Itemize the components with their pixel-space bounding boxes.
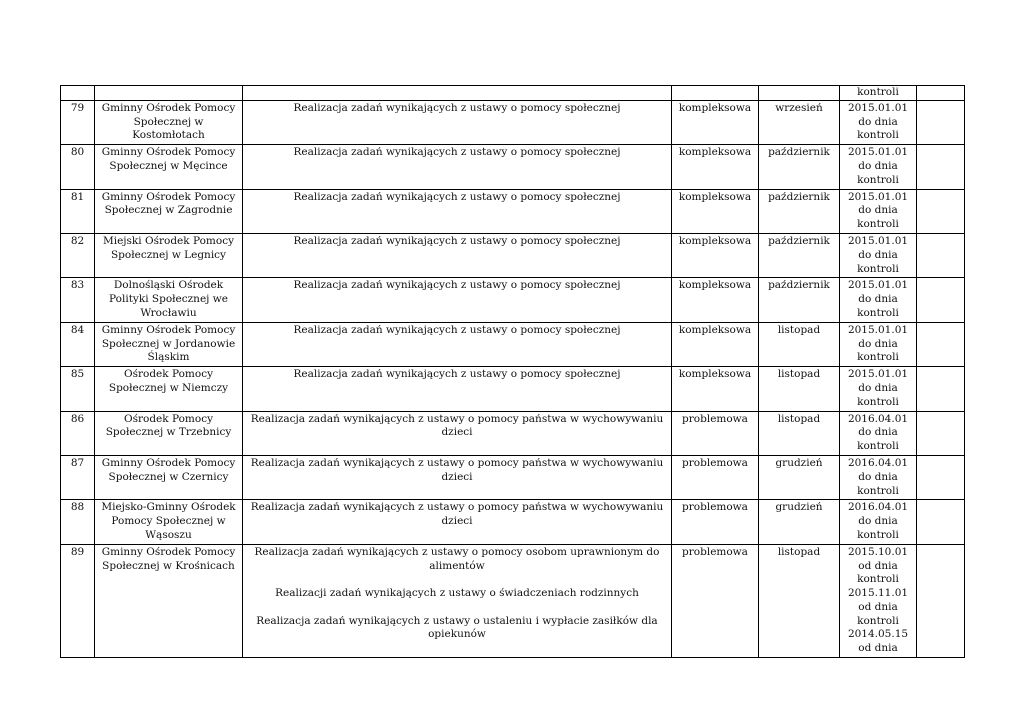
period-line: 2015.01.01 bbox=[847, 279, 909, 292]
period-line: do dnia bbox=[858, 159, 898, 172]
row-number: 81 bbox=[61, 189, 95, 233]
continued-row bbox=[61, 86, 965, 101]
row-number: 82 bbox=[61, 233, 95, 277]
subject-cell bbox=[243, 500, 672, 544]
inspection-month: październik bbox=[759, 278, 840, 322]
row-number: 88 bbox=[61, 500, 95, 544]
period-line: kontroli bbox=[857, 573, 899, 586]
inspection-month: listopad bbox=[759, 322, 840, 366]
subject-cell bbox=[243, 145, 672, 189]
period-cell bbox=[840, 455, 917, 499]
inspection-type: problemowa bbox=[672, 544, 759, 657]
subject-cell bbox=[243, 544, 672, 657]
table-row bbox=[61, 322, 965, 366]
entity-cell bbox=[95, 86, 243, 101]
subject-cell bbox=[243, 233, 672, 277]
inspection-type: kompleksowa bbox=[672, 367, 759, 411]
inspection-subject: Realizacja zadań wynikających z ustawy o pomocy społecznej bbox=[293, 146, 621, 159]
entity-name: Dolnośląski Ośrodek Polityki Społecznej we Wrocławiu bbox=[95, 278, 243, 322]
notes-cell bbox=[917, 100, 965, 144]
period-line: do dnia bbox=[858, 515, 898, 528]
period-line: do dnia bbox=[858, 381, 898, 394]
inspection-month: listopad bbox=[759, 367, 840, 411]
entity-name: Miejsko-Gminny Ośrodek Pomocy Społecznej w Wąsoszu bbox=[95, 500, 243, 544]
inspection-subject: Realizacja zadań wynikających z ustawy o pomocy społecznej bbox=[293, 323, 621, 336]
period-line: 2016.04.01 bbox=[847, 456, 909, 469]
inspection-subject: Realizacja zadań wynikających z ustawy o ustaleniu i wypłacie zasiłków dla opiekunów bbox=[256, 614, 658, 641]
inspection-type: problemowa bbox=[672, 411, 759, 455]
period-line: kontroli bbox=[857, 351, 899, 364]
period-cell bbox=[840, 100, 917, 144]
subject-cell bbox=[243, 411, 672, 455]
period-line: do dnia bbox=[858, 426, 898, 439]
inspection-type: kompleksowa bbox=[672, 278, 759, 322]
row-number: 80 bbox=[61, 145, 95, 189]
period-line: kontroli bbox=[857, 218, 899, 231]
row-number: 89 bbox=[61, 544, 95, 657]
period-line: kontroli bbox=[857, 614, 899, 627]
inspection-month: październik bbox=[759, 233, 840, 277]
period-line: kontroli bbox=[857, 306, 899, 319]
period-line: do dnia bbox=[858, 204, 898, 217]
inspection-subject: Realizacja zadań wynikających z ustawy o pomocy społecznej bbox=[293, 101, 621, 114]
entity-name: Gminny Ośrodek Pomocy Społecznej w Krośnicach bbox=[95, 544, 243, 657]
inspection-month: październik bbox=[759, 145, 840, 189]
inspection-subject: Realizacja zadań wynikających z ustawy o pomocy państwa w wychowywaniu dzieci bbox=[250, 501, 664, 528]
period-line: od dnia bbox=[858, 600, 898, 613]
no-cell bbox=[61, 86, 95, 101]
period-line: kontroli bbox=[857, 440, 899, 453]
period-line: 2015.01.01 bbox=[847, 190, 909, 203]
subject-cell bbox=[243, 86, 672, 101]
subject-cell bbox=[243, 100, 672, 144]
row-number: 86 bbox=[61, 411, 95, 455]
row-number: 84 bbox=[61, 322, 95, 366]
period-line: kontroli bbox=[857, 395, 899, 408]
entity-name: Gminny Ośrodek Pomocy Społecznej w Zagrodnie bbox=[95, 189, 243, 233]
subject-cell bbox=[243, 189, 672, 233]
period-line: 2016.04.01 bbox=[847, 412, 909, 425]
subject-cell bbox=[243, 278, 672, 322]
period-cell bbox=[840, 189, 917, 233]
period-line: 2015.01.01 bbox=[847, 101, 909, 114]
period-line: 2015.01.01 bbox=[847, 368, 909, 381]
table-row bbox=[61, 367, 965, 411]
inspection-type: kompleksowa bbox=[672, 233, 759, 277]
inspection-plan-table bbox=[60, 85, 965, 658]
inspection-month: grudzień bbox=[759, 455, 840, 499]
period-line: kontroli bbox=[857, 173, 899, 186]
inspection-subject: Realizacja zadań wynikających z ustawy o pomocy społecznej bbox=[293, 234, 621, 247]
table-row bbox=[61, 189, 965, 233]
inspection-subject: Realizacja zadań wynikających z ustawy o pomocy państwa w wychowywaniu dzieci bbox=[250, 456, 664, 483]
notes-cell bbox=[917, 233, 965, 277]
table-row bbox=[61, 455, 965, 499]
period-cell bbox=[840, 278, 917, 322]
notes-cell bbox=[917, 189, 965, 233]
subject-cell bbox=[243, 322, 672, 366]
row-number: 83 bbox=[61, 278, 95, 322]
entity-name: Gminny Ośrodek Pomocy Społecznej w Męcince bbox=[95, 145, 243, 189]
period-line: 2015.10.01 bbox=[847, 545, 909, 558]
table-row bbox=[61, 100, 965, 144]
inspection-month: listopad bbox=[759, 411, 840, 455]
period-line: kontroli bbox=[857, 262, 899, 275]
inspection-month: październik bbox=[759, 189, 840, 233]
subject-cell bbox=[243, 455, 672, 499]
period-line: 2015.01.01 bbox=[847, 146, 909, 159]
notes-cell bbox=[917, 367, 965, 411]
period-line: kontroli bbox=[857, 129, 899, 142]
table-row bbox=[61, 145, 965, 189]
notes-cell bbox=[917, 86, 965, 101]
table-row bbox=[61, 278, 965, 322]
period-cell bbox=[840, 145, 917, 189]
notes-cell bbox=[917, 322, 965, 366]
date-cell: kontroli bbox=[840, 86, 917, 101]
period-cell bbox=[840, 411, 917, 455]
notes-cell bbox=[917, 278, 965, 322]
notes-cell bbox=[917, 145, 965, 189]
notes-cell bbox=[917, 455, 965, 499]
entity-name: Gminny Ośrodek Pomocy Społecznej w Jordanowie Śląskim bbox=[95, 322, 243, 366]
period-line: 2016.04.01 bbox=[847, 501, 909, 514]
period-cell bbox=[840, 367, 917, 411]
entity-name: Ośrodek Pomocy Społecznej w Niemczy bbox=[95, 367, 243, 411]
table-row bbox=[61, 544, 965, 657]
inspection-subject: Realizacja zadań wynikających z ustawy o pomocy społecznej bbox=[293, 368, 621, 381]
period-line: od dnia bbox=[858, 642, 898, 655]
inspection-type: problemowa bbox=[672, 455, 759, 499]
table-row bbox=[61, 233, 965, 277]
inspection-month: listopad bbox=[759, 544, 840, 657]
inspection-month: wrzesień bbox=[759, 100, 840, 144]
period-cell bbox=[840, 500, 917, 544]
notes-cell bbox=[917, 411, 965, 455]
inspection-type: kompleksowa bbox=[672, 100, 759, 144]
period-line: kontroli bbox=[857, 528, 899, 541]
entity-name: Gminny Ośrodek Pomocy Społecznej w Kostomłotach bbox=[95, 100, 243, 144]
row-number: 85 bbox=[61, 367, 95, 411]
type-cell bbox=[672, 86, 759, 101]
inspection-subject: Realizacja zadań wynikających z ustawy o pomocy społecznej bbox=[293, 190, 621, 203]
period-line: do dnia bbox=[858, 115, 898, 128]
inspection-type: kompleksowa bbox=[672, 322, 759, 366]
row-number: 87 bbox=[61, 455, 95, 499]
notes-cell bbox=[917, 544, 965, 657]
period-line: kontroli bbox=[857, 484, 899, 497]
period-line: do dnia bbox=[858, 470, 898, 483]
inspection-subject: Realizacja zadań wynikających z ustawy o pomocy społecznej bbox=[293, 279, 621, 292]
period-line: 2014.05.15 bbox=[847, 628, 909, 641]
inspection-month: grudzień bbox=[759, 500, 840, 544]
inspection-subject: Realizacji zadań wynikających z ustawy o świadczeniach rodzinnych bbox=[275, 587, 639, 600]
inspection-subject: Realizacja zadań wynikających z ustawy o pomocy osobom uprawnionym do alimentów bbox=[254, 545, 660, 572]
month-cell bbox=[759, 86, 840, 101]
period-line: do dnia bbox=[858, 248, 898, 261]
table-row bbox=[61, 500, 965, 544]
entity-name: Miejski Ośrodek Pomocy Społecznej w Legnicy bbox=[95, 233, 243, 277]
period-line: do dnia bbox=[858, 293, 898, 306]
subject-cell bbox=[243, 367, 672, 411]
entity-name: Gminny Ośrodek Pomocy Społecznej w Czernicy bbox=[95, 455, 243, 499]
inspection-subject: Realizacja zadań wynikających z ustawy o pomocy państwa w wychowywaniu dzieci bbox=[250, 412, 664, 439]
inspection-type: kompleksowa bbox=[672, 145, 759, 189]
period-line: 2015.01.01 bbox=[847, 234, 909, 247]
inspection-type: kompleksowa bbox=[672, 189, 759, 233]
period-line: do dnia bbox=[858, 337, 898, 350]
notes-cell bbox=[917, 500, 965, 544]
table-row bbox=[61, 411, 965, 455]
inspection-type: problemowa bbox=[672, 500, 759, 544]
period-cell bbox=[840, 322, 917, 366]
period-cell bbox=[840, 544, 917, 657]
period-line: 2015.11.01 bbox=[847, 587, 909, 600]
row-number: 79 bbox=[61, 100, 95, 144]
period-cell bbox=[840, 233, 917, 277]
period-line: od dnia bbox=[858, 559, 898, 572]
entity-name: Ośrodek Pomocy Społecznej w Trzebnicy bbox=[95, 411, 243, 455]
period-line: 2015.01.01 bbox=[847, 323, 909, 336]
